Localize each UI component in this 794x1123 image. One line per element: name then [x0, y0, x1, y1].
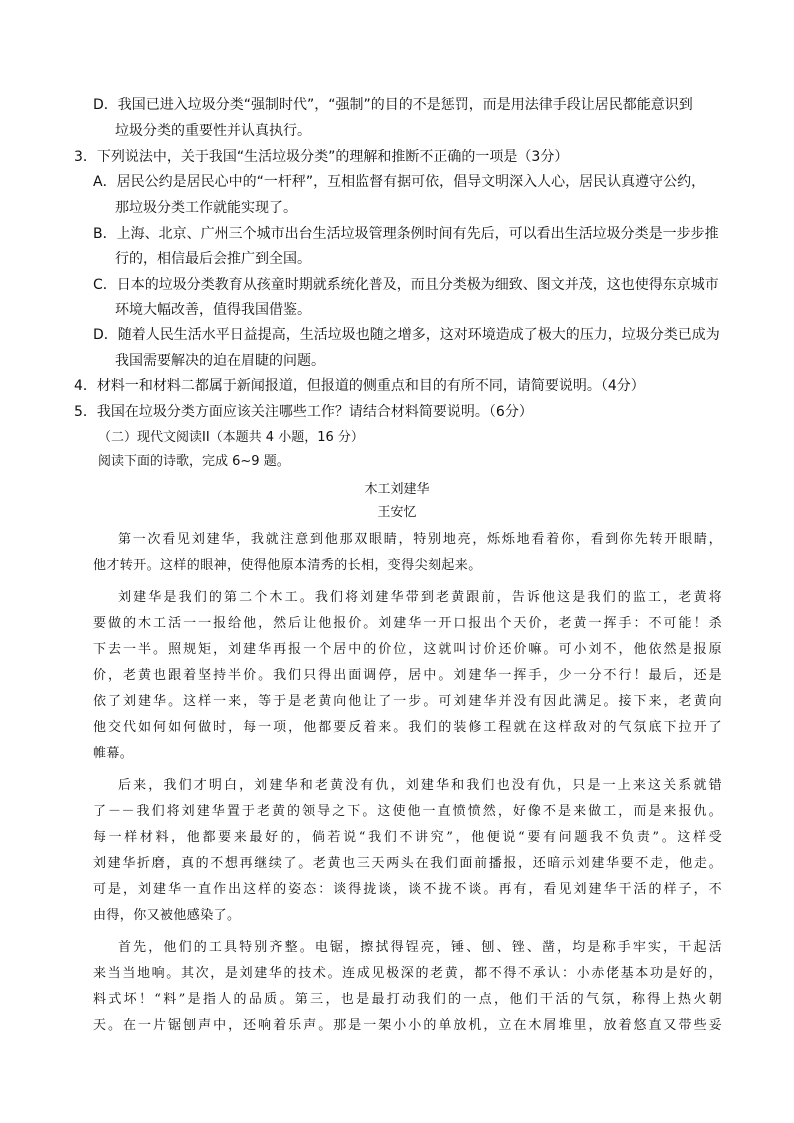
article-line: 价，老黄也跟着坚持半价。我们只得出面调停，居中。刘建华一挥手，少一分不行！最后，还是	[93, 668, 722, 683]
article-line: 下去一半。照规矩，刘建华再报一个居中的价位，这就叫讨价还价嘛。可小刘不，他依然是报原	[93, 642, 722, 657]
q3-option-a-line2: 那垃圾分类工作就能实现了。	[115, 200, 297, 216]
article-line: 第一次看见刘建华，我就注意到他那双眼睛，特别地亮，烁烁地看着你，看到你先转开眼睛，	[118, 532, 722, 547]
section-instruction: 阅读下面的诗歌，完成 6~9 题。	[98, 454, 290, 469]
article-line: 由得，你又被他感染了。	[93, 908, 241, 923]
article-line: 了－－我们将刘建华置于老黄的领导之下。这使他一直愤愤然，好像不是来做工，而是来报仇。	[93, 804, 722, 819]
q3-option-b-line2: 行的，相信最后会推广到全国。	[115, 251, 311, 267]
q3-option-a-line1: A．居民公约是居民心中的“一杆秤”，互相监督有据可依，倡导文明深入人心，居民认真遵守公约，	[93, 174, 706, 190]
q3-option-d-line2: 我国需要解决的迫在眉睫的问题。	[115, 353, 325, 369]
q3-option-c-line1: C．日本的垃圾分类教育从孩童时期就系统化普及，而且分类极为细致、图文并茂，这也使得东京城市	[93, 277, 719, 293]
article-line: 他才转开。这样的眼神，使得他原本清秀的长相，变得尖刻起来。	[93, 558, 482, 573]
article-line: 首先，他们的工具特别齐整。电锯，擦拭得锃亮，锤、刨、锉、凿，均是称手牢实，干起活	[118, 940, 722, 955]
q3-option-b-line1: B．上海、北京、广州三个城市出台生活垃圾管理条例时间有先后，可以看出生活垃圾分类是一步步推	[93, 226, 719, 242]
article-line: 刘建华是我们的第二个木工。我们将刘建华带到老黄跟前，告诉他这是我们的监工，老黄将	[118, 590, 722, 605]
question-3-stem: 3．下列说法中，关于我国“生活垃圾分类”的理解和推断不正确的一项是（3分）	[74, 149, 569, 165]
section-heading: （二）现代文阅读II（本题共 4 小题，16 分）	[98, 430, 364, 445]
article-line: 每一样材料，他都要来最好的，倘若说“我们不讲究”，他便说“要有问题我不负责”。这样受	[93, 830, 722, 845]
q2-option-d-line2: 垃圾分类的重要性并认真执行。	[115, 123, 311, 139]
q2-option-d-line1: D．我国已进入垃圾分类“强制时代”，“强制”的目的不是惩罚，而是用法律手段让居民都能意识到	[93, 97, 693, 113]
article-line: 可是，刘建华一直作出这样的姿态：谈得拢谈，谈不拢不谈。再有，看见刘建华干活的样子，不	[93, 882, 722, 897]
article-line: 他交代如何如何做时，每一项，他都要反着来。我们的装修工程就在这样敌对的气氛底下拉开了	[93, 720, 722, 735]
question-4: 4．材料一和材料二都属于新闻报道，但报道的侧重点和目的有所不同，请简要说明。（4分）	[74, 378, 645, 394]
article-title: 木工刘建华	[364, 482, 430, 497]
article-line: 后来，我们才明白，刘建华和老黄没有仇，刘建华和我们也没有仇，只是一上来这关系就错	[118, 778, 722, 793]
q3-option-c-line2: 环境大幅改善，值得我国借鉴。	[115, 302, 311, 318]
article-line: 天。在一片锯刨声中，还响着乐声。那是一架小小的单放机，立在木屑堆里，放着悠直又带些妥	[93, 1018, 722, 1033]
question-5: 5．我国在垃圾分类方面应该关注哪些工作？请结合材料简要说明。（6分）	[74, 404, 533, 420]
article-line: 料式坏！“料”是指人的品质。第三，也是最打动我们的一点，他们干活的气氛，称得上热火朝	[93, 992, 722, 1007]
article-line: 刘建华折磨，真的不想再继续了。老黄也三天两头在我们面前播报，还暗示刘建华要不走，他走。	[93, 856, 722, 871]
article-line: 依了刘建华。这样一来，等于是老黄向他让了一步。可刘建华并没有因此满足。接下来，老黄向	[93, 694, 722, 709]
article-author: 王安忆	[377, 505, 417, 520]
article-line: 要做的木工活一一报给他，然后让他报价。刘建华一开口报出个天价，老黄一挥手：不可能！杀	[93, 616, 722, 631]
article-line: 来当当地响。其次，是刘建华的技术。连成见极深的老黄，都不得不承认：小赤佬基本功是好的，	[93, 966, 722, 981]
q3-option-d-line1: D．随着人民生活水平日益提高，生活垃圾也随之增多，这对环境造成了极大的压力，垃圾分类已成为	[93, 327, 720, 343]
article-line: 帷幕。	[93, 746, 134, 761]
